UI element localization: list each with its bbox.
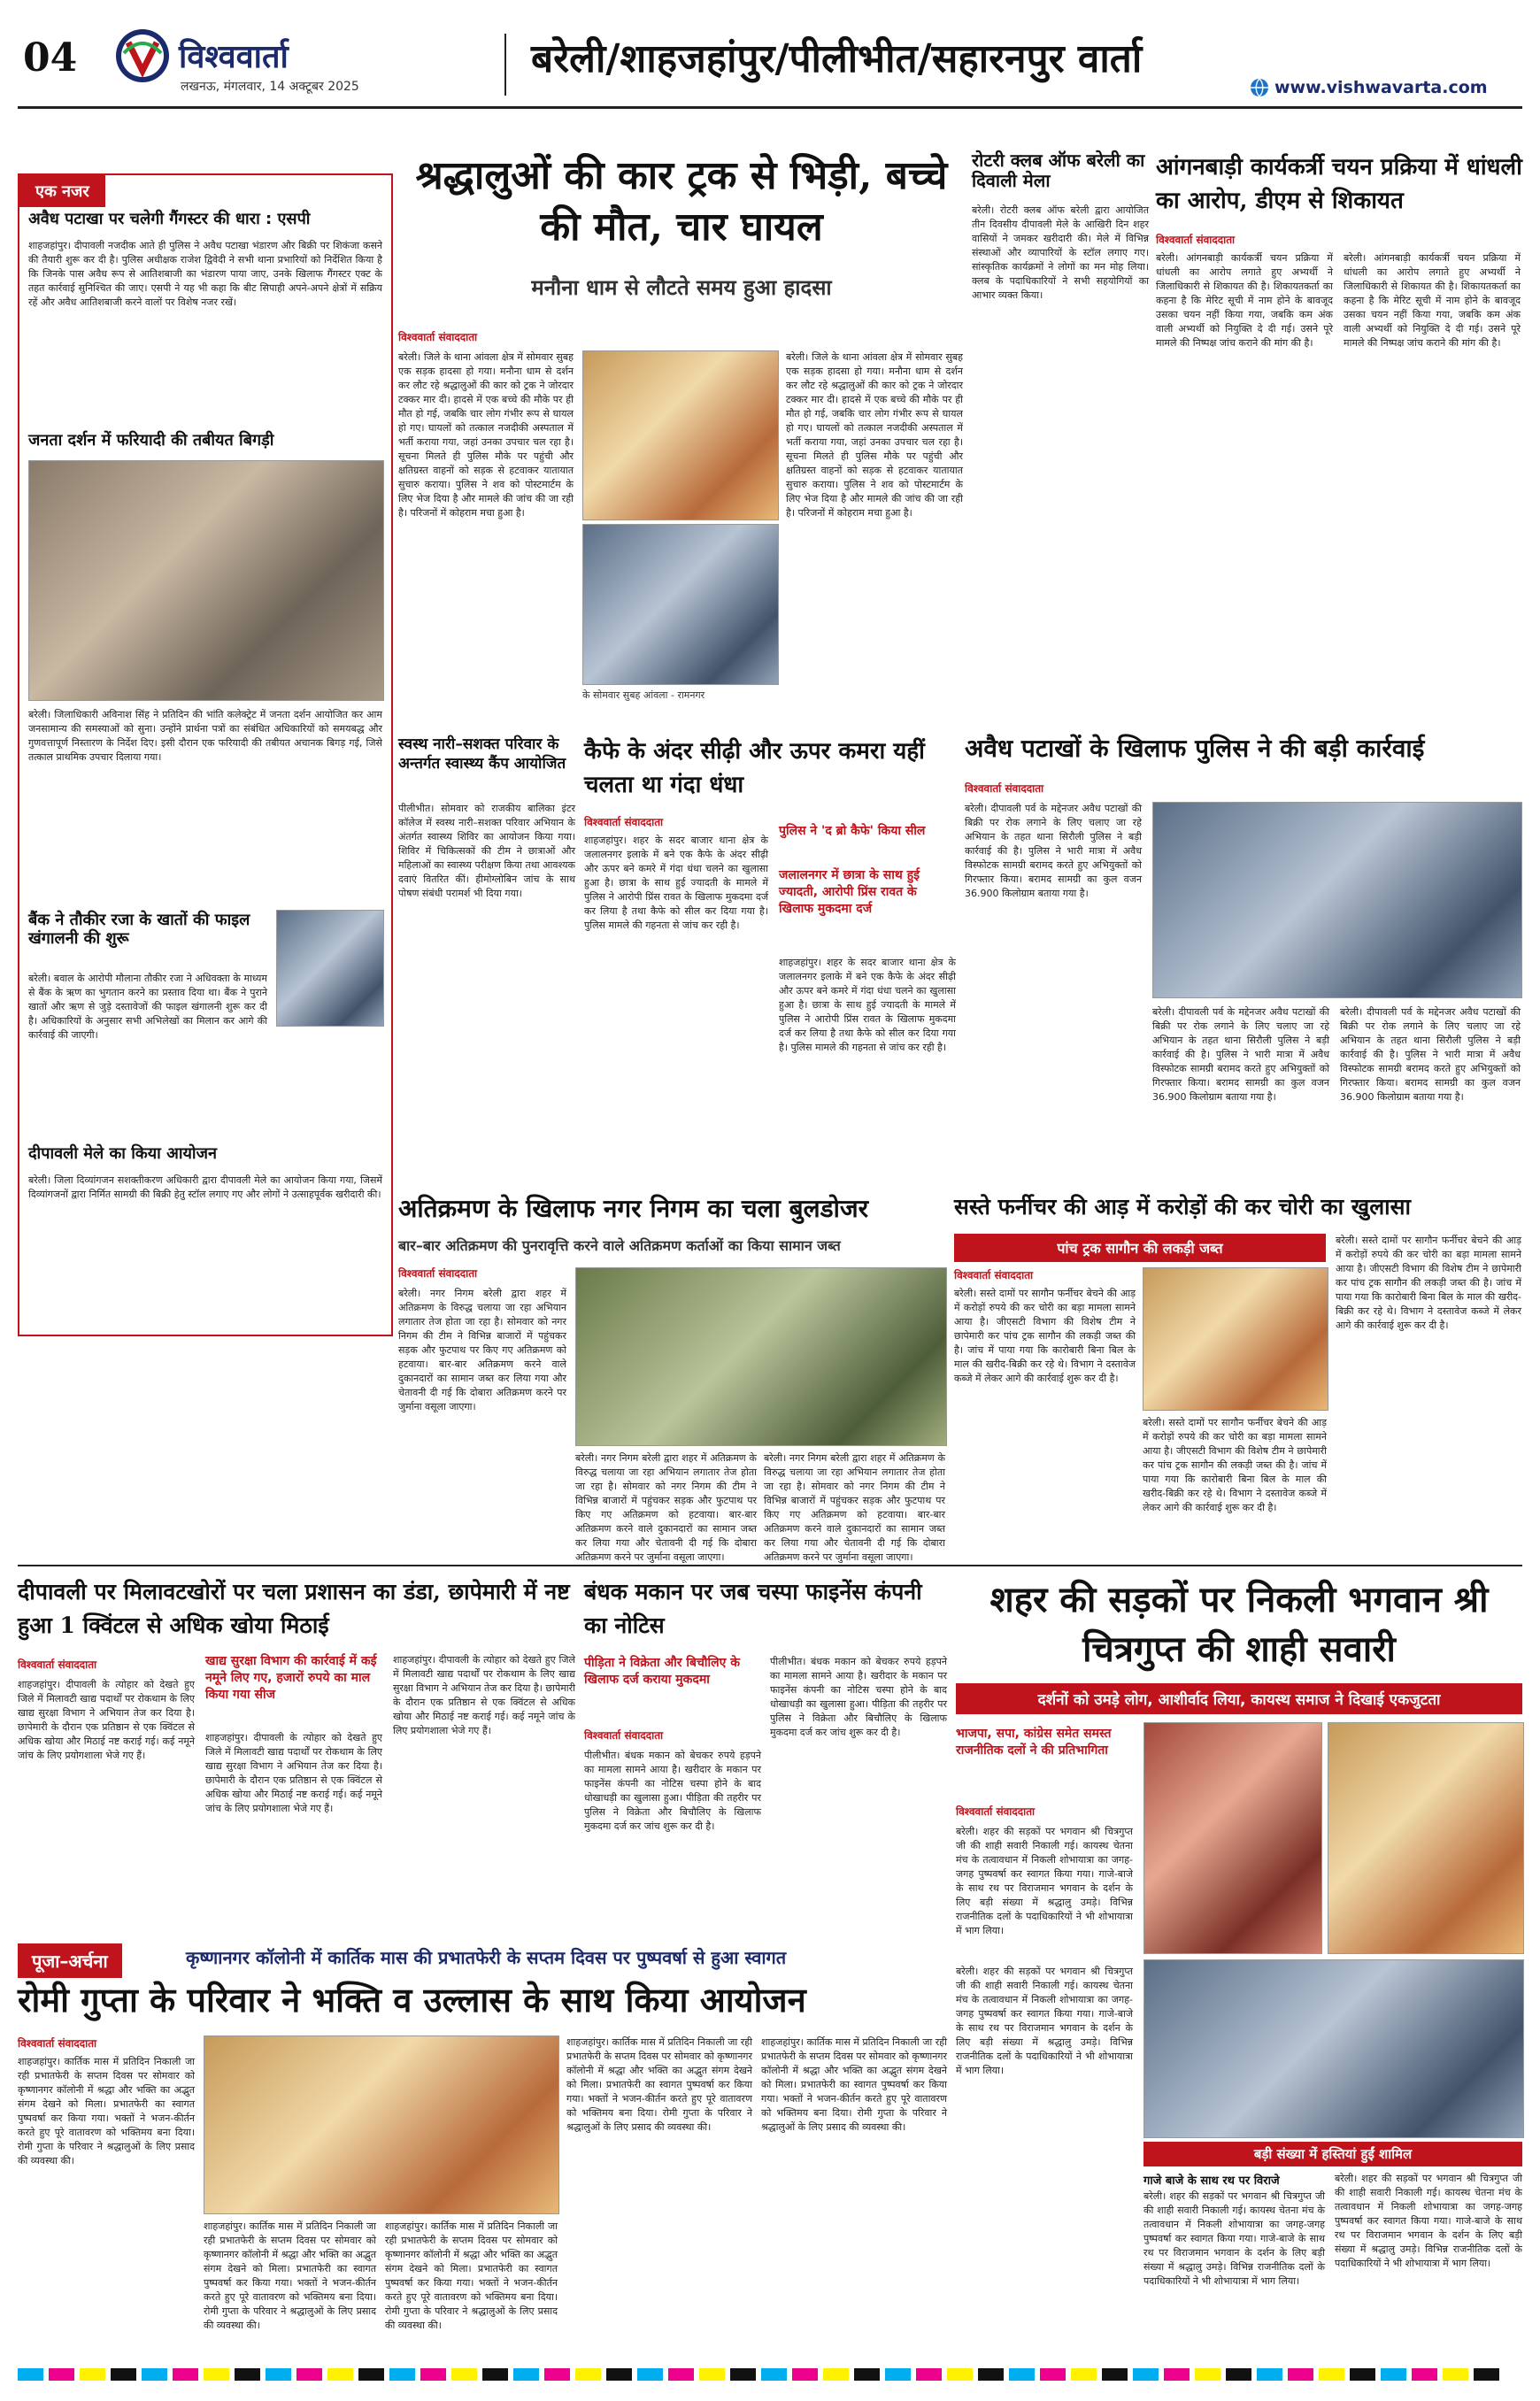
registration-swatch: [1040, 2368, 1066, 2381]
cafe-story: [584, 735, 956, 1186]
puja-photo: [204, 2035, 559, 2214]
registration-swatch: [916, 2368, 942, 2381]
chitragupt-headline: शहर की सड़कों पर निकली भगवान श्री चित्रगुप्त की शाही सवारी: [989, 1579, 1489, 1670]
registration-swatch: [111, 2368, 136, 2381]
registration-swatch: [885, 2368, 911, 2381]
registration-swatch: [1288, 2368, 1313, 2381]
health-camp-story: [398, 735, 575, 1186]
fireworks-raid-headline: अवैध पटाखों के खिलाफ पुलिस ने की बड़ी कार्रवाई: [965, 734, 1425, 763]
registration-swatch: [947, 2368, 973, 2381]
chitragupt-subhead: दर्शनों को उमड़े लोग, आशीर्वाद लिया, कायस्थ समाज ने दिखाई एकजुटता: [956, 1683, 1522, 1714]
rotary-body: बरेली। रोटरी क्लब ऑफ बरेली द्वारा आयोजित तीन दिवसीय दीपावली मेले के आखिरी दिन शहर वासियों ने जमकर खरीदारी की। मेले में विभिन्न संस्थाओं और व्यापारियों के स्टॉल लगाए गए। सांस्कृतिक कार्यक्रमों ने लोगों का मन मोह लिया। क्लब के पदाधिकारियों ने सभी सहयोगियों का आभार व्यक्त किया।: [972, 204, 1149, 301]
ek-nazar-body-4: बरेली। जिला दिव्यांगजन सशक्तीकरण अधिकारी द्वारा दीपावली मेले का आयोजन किया गया, जिसमें दिव्यांगजनों द्वारा निर्मित सामग्री की बिक्री हेतु स्टॉल लगाए गए और लोगों ने उत्साहपूर्वक खरीदारी की।: [28, 1174, 382, 1200]
chitragupt-subhead-1: गाजे बाजे के साथ रथ पर विराजे: [1143, 2174, 1280, 2188]
rotary-headline: रोटरी क्लब ऑफ बरेली का दिवाली मेला: [972, 150, 1145, 191]
jan-darshan-photo: [28, 460, 384, 701]
puja-body-col1: शाहजहांपुर। कार्तिक मास में प्रतिदिन निकाली जा रही प्रभातफेरी के सप्तम दिवस पर सोमवार को कृष्णानगर कॉलोनी में श्रद्धा और भक्ति का अद्भुत संगम देखने को मिला। प्रभातफेरी का स्वागत पुष्पवर्षा कर किया गया। भक्तों ने भजन-कीर्तन करते हुए पूरे वातावरण को भक्तिमय बना दिया। रोमी गुप्ता के परिवार ने श्रद्धालुओं के लिए प्रसाद की व्यवस्था की।: [18, 2056, 195, 2166]
registration-swatch: [544, 2368, 570, 2381]
ek-nazar-body-2: बरेली। जिलाधिकारी अविनाश सिंह ने प्रतिदिन की भांति कलेक्ट्रेट में जनता दर्शन आयोजित कर आम जनसामान्य की समस्याओं को सुना। उन्होंने प्रार्थना पत्रों का संबंधित अधिकारियों को समयबद्ध और गुणवत्तापूर्ण निस्तारण के निर्देश दिए। इसी दौरान एक फरियादी की तबीयत अचानक बिगड़ गई, जिसे तत्काल प्राथमिक उपचार दिलाया गया।: [28, 709, 382, 763]
fireworks-raid-body-col3: बरेली। दीपावली पर्व के मद्देनजर अवैध पटाखों की बिक्री पर रोक लगाने के लिए चलाए जा रहे अभियान के तहत थाना सिरौली पुलिस ने बड़ी कार्रवाई की है। पुलिस ने भारी मात्रा में अवैध विस्फोटक सामग्री बरामद करते हुए अभियुक्तों को गिरफ्तार किया। बरामद सामग्री का कुल वजन 36.900 किलोग्राम बताया गया है।: [1340, 1006, 1521, 1103]
furniture-body-col1: बरेली। सस्ते दामों पर सागौन फर्नीचर बेचने की आड़ में करोड़ों रुपये की कर चोरी का बड़ा मामला सामने आया है। जीएसटी विभाग की विशेष टीम ने छापेमारी कर पांच ट्रक सागौन की लकड़ी जब्त की है। जांच में पाया गया कि कारोबारी बिना बिल के माल की खरीद-बिक्री कर रहे थे। विभाग ने दस्तावेज कब्जे में लेकर आगे की कार्रवाई शुरू कर दी है।: [954, 1288, 1136, 1384]
registration-swatch: [1443, 2368, 1468, 2381]
bulldozer-subhead: बार–बार अतिक्रमण की पुनरावृत्ति करने वाले अतिक्रमण कर्ताओं का किया सामान जब्त: [398, 1237, 841, 1254]
lead-photo-injured: [582, 524, 779, 685]
chitragupt-bullet: भाजपा, सपा, कांग्रेस समेत समस्त राजनीतिक दलों ने की प्रतिभागिता: [956, 1727, 1112, 1758]
registration-swatch: [142, 2368, 167, 2381]
mithai-body-col3: शाहजहांपुर। दीपावली के त्योहार को देखते हुए जिले में मिलावटी खाद्य पदार्थों पर रोकथाम के लिए खाद्य सुरक्षा विभाग ने अभियान तेज कर दिया है। छापेमारी के दौरान एक प्रतिष्ठान से एक क्विंटल से अधिक खोया और मिठाई नष्ट कराई गई। कई नमूने जांच के लिए प्रयोगशाला भेजे गए हैं।: [393, 1654, 575, 1736]
mithai-byline: विश्ववार्ता संवाददाता: [18, 1658, 97, 1671]
mithai-headline: दीपावली पर मिलावटखोरों पर चला प्रशासन का डंडा, छापेमारी में नष्ट हुआ 1 क्विंटल से अधिक खोया मिठाई: [18, 1579, 570, 1638]
furniture-story: [954, 1195, 1522, 1558]
registration-swatch: [451, 2368, 477, 2381]
registration-swatch: [296, 2368, 322, 2381]
bulldozer-byline: विश्ववार्ता संवाददाता: [398, 1267, 478, 1280]
dateline: लखनऊ, मंगलवार, 14 अक्टूबर 2025: [181, 80, 359, 94]
ek-nazar-label: एक नजर: [19, 175, 105, 207]
registration-swatch: [1381, 2368, 1406, 2381]
mithai-story: [18, 1575, 575, 1938]
ek-nazar-headline-4: दीपावली मेले का किया आयोजन: [28, 1144, 217, 1163]
bulldozer-photo: [575, 1267, 947, 1446]
registration-swatch: [668, 2368, 694, 2381]
mid-rule: [18, 1565, 1522, 1566]
registration-swatch: [482, 2368, 508, 2381]
ek-nazar-headline-2: जनता दर्शन में फरियादी की तबीयत बिगड़ी: [28, 431, 274, 450]
registration-swatch: [1412, 2368, 1437, 2381]
registration-swatch: [575, 2368, 601, 2381]
registration-swatch: [173, 2368, 198, 2381]
fireworks-raid-story: [965, 735, 1522, 1186]
brand-name: विश्ववार्ता: [179, 38, 289, 75]
registration-swatch: [854, 2368, 880, 2381]
registration-swatch: [1319, 2368, 1344, 2381]
bulldozer-headline: अतिक्रमण के खिलाफ नगर निगम का चला बुलडोजर: [398, 1194, 869, 1223]
fireworks-raid-byline: विश्ववार्ता संवाददाता: [965, 782, 1044, 795]
section-title: बरेली/शाहजहांपुर/पीलीभीत/सहारनपुर वार्ता: [531, 36, 1143, 81]
puja-headline: रोमी गुप्ता के परिवार ने भक्ति व उल्लास के साथ किया आयोजन: [18, 1980, 806, 2020]
fireworks-raid-photo: [1152, 802, 1522, 998]
puja-body-col5: शाहजहांपुर। कार्तिक मास में प्रतिदिन निकाली जा रही प्रभातफेरी के सप्तम दिवस पर सोमवार को कृष्णानगर कॉलोनी में श्रद्धा और भक्ति का अद्भुत संगम देखने को मिला। प्रभातफेरी का स्वागत पुष्पवर्षा कर किया गया। भक्तों ने भजन-कीर्तन करते हुए पूरे वातावरण को भक्तिमय बना दिया। रोमी गुप्ता के परिवार ने श्रद्धालुओं के लिए प्रसाद की व्यवस्था की।: [761, 2036, 947, 2133]
puja-top-line: कृष्णानगर कॉलोनी में कार्तिक मास की प्रभातफेरी के सप्तम दिवस पर पुष्पवर्षा से हुआ स्वागत: [186, 1947, 787, 1968]
furniture-headline: सस्ते फर्नीचर की आड़ में करोड़ों की कर चोरी का खुलासा: [954, 1194, 1412, 1220]
bulldozer-body-col1: बरेली। नगर निगम बरेली द्वारा शहर में अतिक्रमण के विरुद्ध चलाया जा रहा अभियान लगातार तेज होता जा रहा है। सोमवार को नगर निगम की टीम ने विभिन्न बाजारों में पहुंचकर सड़क और फुटपाथ पर किए गए अतिक्रमण को हटवाया। बार-बार अतिक्रमण करने वाले दुकानदारों का सामान जब्त कर लिया गया और चेतावनी दी गई कि दोबारा अतिक्रमण करने पर जुर्माना वसूला जाएगा।: [398, 1288, 566, 1412]
registration-swatch: [1474, 2368, 1499, 2381]
registration-swatch: [1226, 2368, 1251, 2381]
registration-bar: [18, 2368, 1522, 2384]
registration-swatch: [49, 2368, 74, 2381]
website-link[interactable]: www.vishwavarta.com: [1274, 78, 1488, 97]
bulldozer-body-col2: बरेली। नगर निगम बरेली द्वारा शहर में अतिक्रमण के विरुद्ध चलाया जा रहा अभियान लगातार तेज होता जा रहा है। सोमवार को नगर निगम की टीम ने विभिन्न बाजारों में पहुंचकर सड़क और फुटपाथ पर किए गए अतिक्रमण को हटवाया। बार-बार अतिक्रमण करने वाले दुकानदारों का सामान जब्त कर लिया गया और चेतावनी दी गई कि दोबारा अतिक्रमण करने पर जुर्माना वसूला जाएगा।: [575, 1452, 757, 1563]
registration-swatch: [1133, 2368, 1159, 2381]
registration-swatch: [18, 2368, 43, 2381]
registration-swatch: [730, 2368, 756, 2381]
ek-nazar-box: [18, 173, 393, 1336]
bandhak-bullet: पीड़िता ने विक्रेता और बिचौलिए के खिलाफ दर्ज कराया मुकदमा: [584, 1656, 741, 1687]
ek-nazar-headline-1: अवैध पटाखा पर चलेगी गैंगस्टर की धारा : एसपी: [28, 210, 311, 228]
puja-kicker: पूजा–अर्चना: [18, 1943, 122, 1978]
registration-swatch: [792, 2368, 818, 2381]
anganwadi-story: [1156, 150, 1522, 726]
bandhak-body-col1: पीलीभीत। बंधक मकान को बेचकर रुपये हड़पने का मामला सामने आया है। खरीदार के मकान पर फाइनेंस कंपनी का नोटिस चस्पा होने के बाद धोखाधड़ी का खुलासा हुआ। पीड़िता की तहरीर पर पुलिस ने विक्रेता और बिचौलिए के खिलाफ मुकदमा दर्ज कर जांच शुरू कर दी है।: [584, 1750, 761, 1832]
registration-swatch: [1102, 2368, 1128, 2381]
registration-swatch: [699, 2368, 725, 2381]
registration-swatch: [513, 2368, 539, 2381]
registration-swatch: [637, 2368, 663, 2381]
anganwadi-body-col1: बरेली। आंगनबाड़ी कार्यकर्त्री चयन प्रक्रिया में धांधली का आरोप लगाते हुए अभ्यर्थी ने जिलाधिकारी से शिकायत की है। शिकायतकर्ता का कहना है कि मेरिट सूची में नाम होने के बावजूद उसका चयन नहीं किया गया, जबकि कम अंक वाली अभ्यर्थी को नियुक्ति दे दी गई। उसने पूरे मामले की निष्पक्ष जांच कराने की मांग की है।: [1156, 252, 1333, 349]
anganwadi-body-col2: बरेली। आंगनबाड़ी कार्यकर्त्री चयन प्रक्रिया में धांधली का आरोप लगाते हुए अभ्यर्थी ने जिलाधिकारी से शिकायत की है। शिकायतकर्ता का कहना है कि मेरिट सूची में नाम होने के बावजूद उसका चयन नहीं किया गया, जबकि कम अंक वाली अभ्यर्थी को नियुक्ति दे दी गई। उसने पूरे मामले की निष्पक्ष जांच कराने की मांग की है।: [1344, 252, 1521, 349]
puja-byline: विश्ववार्ता संवाददाता: [18, 2037, 97, 2050]
registration-swatch: [761, 2368, 787, 2381]
registration-swatch: [1257, 2368, 1282, 2381]
lead-byline: विश्ववार्ता संवाददाता: [398, 331, 478, 343]
chitragupt-photo-crowd: [1328, 1722, 1524, 1954]
health-camp-headline: स्वस्थ नारी–सशक्त परिवार के अन्तर्गत स्वास्थ्य कैंप आयोजित: [398, 735, 566, 773]
cafe-bullet-1: पुलिस ने 'द ब्रो कैफे' किया सील: [779, 824, 926, 838]
lead-story: [398, 124, 965, 726]
registration-swatch: [358, 2368, 384, 2381]
ek-nazar-body-3: बरेली। बवाल के आरोपी मौलाना तौकीर रजा ने अधिवक्ता के माध्यम से बैंक के ऋण का भुगतान करने का प्रस्ताव दिया था। बैंक ने पुराने खातों और ऋण से जुड़े दस्तावेजों की फाइल खंगालनी शुरू कर दी है। अधिकारियों के अनुसार सभी अभिलेखों का मिलान कर आगे की कार्रवाई की जाएगी।: [28, 973, 267, 1041]
puja-body-col3: शाहजहांपुर। कार्तिक मास में प्रतिदिन निकाली जा रही प्रभातफेरी के सप्तम दिवस पर सोमवार को कृष्णानगर कॉलोनी में श्रद्धा और भक्ति का अद्भुत संगम देखने को मिला। प्रभातफेरी का स्वागत पुष्पवर्षा कर किया गया। भक्तों ने भजन-कीर्तन करते हुए पूरे वातावरण को भक्तिमय बना दिया। रोमी गुप्ता के परिवार ने श्रद्धालुओं के लिए प्रसाद की व्यवस्था की।: [385, 2220, 558, 2331]
bulldozer-body-col3: बरेली। नगर निगम बरेली द्वारा शहर में अतिक्रमण के विरुद्ध चलाया जा रहा अभियान लगातार तेज होता जा रहा है। सोमवार को नगर निगम की टीम ने विभिन्न बाजारों में पहुंचकर सड़क और फुटपाथ पर किए गए अतिक्रमण को हटवाया। बार-बार अतिक्रमण करने वाले दुकानदारों का सामान जब्त कर लिया गया और चेतावनी दी गई कि दोबारा अतिक्रमण करने पर जुर्माना वसूला जाएगा।: [764, 1452, 945, 1563]
lead-photo-child: [582, 350, 779, 520]
cafe-bullet-2: जलालनगर में छात्रा के साथ हुई ज्यादती, आरोपी प्रिंस रावत के खिलाफ मुकदमा दर्ज: [779, 868, 920, 916]
masthead-divider: [504, 34, 506, 96]
registration-swatch: [327, 2368, 353, 2381]
chitragupt-body-col1a: बरेली। शहर की सड़कों पर भगवान श्री चित्रगुप्त जी की शाही सवारी निकाली गई। कायस्थ चेतना मंच के तत्वावधान में निकली शोभायात्रा का जगह-जगह पुष्पवर्षा कर स्वागत किया गया। गाजे-बाजे के साथ रथ पर विराजमान भगवान के दर्शन के लिए बड़ी संख्या में श्रद्धालु उमड़े। विभिन्न राजनीतिक दलों के पदाधिकारियों ने भी शोभायात्रा में भाग लिया।: [956, 1826, 1133, 1936]
chitragupt-body-col3: बरेली। शहर की सड़कों पर भगवान श्री चित्रगुप्त जी की शाही सवारी निकाली गई। कायस्थ चेतना मंच के तत्वावधान में निकली शोभायात्रा का जगह-जगह पुष्पवर्षा कर स्वागत किया गया। गाजे-बाजे के साथ रथ पर विराजमान भगवान के दर्शन के लिए बड़ी संख्या में श्रद्धालु उमड़े। विभिन्न राजनीतिक दलों के पदाधिकारियों ने भी शोभायात्रा में भाग लिया।: [1335, 2173, 1522, 2269]
furniture-body-col3: बरेली। सस्ते दामों पर सागौन फर्नीचर बेचने की आड़ में करोड़ों रुपये की कर चोरी का बड़ा मामला सामने आया है। जीएसटी विभाग की विशेष टीम ने छापेमारी कर पांच ट्रक सागौन की लकड़ी जब्त की है। जांच में पाया गया कि कारोबारी बिना बिल के माल की खरीद-बिक्री कर रहे थे। विभाग ने दस्तावेज कब्जे में लेकर आगे की कार्रवाई शुरू कर दी है।: [1336, 1235, 1521, 1331]
bandhak-headline: बंधक मकान पर जब चस्पा फाइनेंस कंपनी का नोटिस: [584, 1579, 922, 1638]
lead-subhead: मनौना धाम से लौटते समय हुआ हादसा: [531, 275, 832, 300]
bulldozer-story: [398, 1194, 947, 1563]
rotary-story: [972, 150, 1149, 726]
mithai-bullet: खाद्य सुरक्षा विभाग की कार्रवाई में कई नमूने लिए गए, हजारों रुपये का माल किया गया सीज: [205, 1654, 377, 1702]
registration-swatch: [1350, 2368, 1375, 2381]
lead-headline: श्रद्धालुओं की कार ट्रक से भिड़ी, बच्चे की मौत, चार घायल: [415, 153, 948, 250]
cafe-body-col1: शाहजहांपुर। शहर के सदर बाजार थाना क्षेत्र के जलालनगर इलाके में बने एक कैफे के अंदर सीढ़ी और ऊपर बने कमरे में गंदा धंधा चलने का खुलासा हुआ है। छात्रा के साथ हुई ज्यादती के मामले में पुलिस ने आरोपी प्रिंस रावत के खिलाफ मुकदमा दर्ज कर लिया है तथा कैफे को सील कर दिया गया है। पुलिस मामले की गहनता से जांच कर रही है।: [584, 835, 768, 931]
registration-swatch: [235, 2368, 260, 2381]
bandhak-story: [584, 1575, 947, 1938]
ek-nazar-body-1: शाहजहांपुर। दीपावली नजदीक आते ही पुलिस ने अवैध पटाखा भंडारण और बिक्री पर शिकंजा कसने की तैयारी शुरू कर दी है। पुलिस अधीक्षक राजेश द्विवेदी ने सभी थाना प्रभारियों को निर्देशित किया है कि जिनके पास अवैध रूप से आतिशबाजी का भंडारण पाया जाए, उनके खिलाफ गैंगस्टर एक्ट के तहत कार्रवाई सुनिश्चित की जाए। एसपी ने यह भी कहा कि बीट सिपाही अपने-अपने क्षेत्रों में सक्रिय रहें और अवैध आतिशबाजी करने वालों पर विशेष नजर रखें।: [28, 240, 382, 308]
furniture-body-col2: बरेली। सस्ते दामों पर सागौन फर्नीचर बेचने की आड़ में करोड़ों रुपये की कर चोरी का बड़ा मामला सामने आया है। जीएसटी विभाग की विशेष टीम ने छापेमारी कर पांच ट्रक सागौन की लकड़ी जब्त की है। जांच में पाया गया कि कारोबारी बिना बिल के माल की खरीद-बिक्री कर रहे थे। विभाग ने दस्तावेज कब्जे में लेकर आगे की कार्रवाई शुरू कर दी है।: [1143, 1417, 1327, 1513]
lead-body-col2: बरेली। जिले के थाना आंवला क्षेत्र में सोमवार सुबह एक सड़क हादसा हो गया। मनौना धाम से दर्शन कर लौट रहे श्रद्धालुओं की कार को ट्रक ने जोरदार टक्कर मार दी। हादसे में एक बच्चे की मौके पर ही मौत हो गई, जबकि चार लोग गंभीर रूप से घायल हो गए। घायलों को तत्काल नजदीकी अस्पताल में भर्ती कराया गया, जहां उनका उपचार चल रहा है। सूचना मिलते ही पुलिस मौके पर पहुंची और क्षतिग्रस्त वाहनों को सड़क से हटवाकर यातायात सुचारु कराया। पुलिस ने शव को पोस्टमार्टम के लिए भेज दिया है और मामले की जांच की जा रही है। परिजनों में कोहराम मचा हुआ है।: [786, 351, 963, 519]
puja-body-col2: शाहजहांपुर। कार्तिक मास में प्रतिदिन निकाली जा रही प्रभातफेरी के सप्तम दिवस पर सोमवार को कृष्णानगर कॉलोनी में श्रद्धा और भक्ति का अद्भुत संगम देखने को मिला। प्रभातफेरी का स्वागत पुष्पवर्षा कर किया गया। भक्तों ने भजन-कीर्तन करते हुए पूरे वातावरण को भक्तिमय बना दिया। रोमी गुप्ता के परिवार ने श्रद्धालुओं के लिए प्रसाद की व्यवस्था की।: [204, 2220, 376, 2331]
fireworks-raid-body-col1: बरेली। दीपावली पर्व के मद्देनजर अवैध पटाखों की बिक्री पर रोक लगाने के लिए चलाए जा रहे अभियान के तहत थाना सिरौली पुलिस ने बड़ी कार्रवाई की है। पुलिस ने भारी मात्रा में अवैध विस्फोटक सामग्री बरामद करते हुए अभियुक्तों को गिरफ्तार किया। बरामद सामग्री का कुल वजन 36.900 किलोग्राम बताया गया है।: [965, 803, 1142, 899]
ek-nazar-headline-3: बैंक ने तौकीर रजा के खातों की फाइल खंगालनी की शुरू: [28, 911, 250, 948]
masthead: [0, 0, 1540, 108]
registration-swatch: [420, 2368, 446, 2381]
puja-story: [18, 1943, 947, 2354]
tauqeer-photo: [276, 910, 384, 1027]
brand-logo-icon: [113, 27, 172, 85]
cafe-headline: कैफे के अंदर सीढ़ी और ऊपर कमरा यहीं चलता था गंदा धंधा: [584, 738, 925, 798]
registration-swatch: [266, 2368, 291, 2381]
fireworks-raid-body-col2: बरेली। दीपावली पर्व के मद्देनजर अवैध पटाखों की बिक्री पर रोक लगाने के लिए चलाए जा रहे अभियान के तहत थाना सिरौली पुलिस ने बड़ी कार्रवाई की है। पुलिस ने भारी मात्रा में अवैध विस्फोटक सामग्री बरामद करते हुए अभियुक्तों को गिरफ्तार किया। बरामद सामग्री का कुल वजन 36.900 किलोग्राम बताया गया है।: [1152, 1006, 1329, 1103]
registration-swatch: [204, 2368, 229, 2381]
anganwadi-byline: विश्ववार्ता संवाददाता: [1156, 234, 1236, 246]
furniture-photo: [1143, 1267, 1328, 1411]
cafe-body-col2: शाहजहांपुर। शहर के सदर बाजार थाना क्षेत्र के जलालनगर इलाके में बने एक कैफे के अंदर सीढ़ी और ऊपर बने कमरे में गंदा धंधा चलने का खुलासा हुआ है। छात्रा के साथ हुई ज्यादती के मामले में पुलिस ने आरोपी प्रिंस रावत के खिलाफ मुकदमा दर्ज कर लिया है तथा कैफे को सील कर दिया गया है। पुलिस मामले की गहनता से जांच कर रही है।: [779, 957, 956, 1053]
furniture-byline: विश्ववार्ता संवाददाता: [954, 1269, 1034, 1281]
furniture-kicker: पांच ट्रक सागौन की लकड़ी जब्त: [954, 1234, 1326, 1262]
registration-swatch: [606, 2368, 632, 2381]
registration-swatch: [978, 2368, 1004, 2381]
page-number: 04: [23, 35, 78, 81]
mithai-body-col1: शाहजहांपुर। दीपावली के त्योहार को देखते हुए जिले में मिलावटी खाद्य पदार्थों पर रोकथाम के लिए खाद्य सुरक्षा विभाग ने अभियान तेज कर दिया है। छापेमारी के दौरान एक प्रतिष्ठान से एक क्विंटल से अधिक खोया और मिठाई नष्ट कराई गई। कई नमूने जांच के लिए प्रयोगशाला भेजे गए हैं।: [18, 1679, 195, 1761]
registration-swatch: [1195, 2368, 1220, 2381]
registration-swatch: [80, 2368, 105, 2381]
anganwadi-headline: आंगनबाड़ी कार्यकर्त्री चयन प्रक्रिया में धांधली का आरोप, डीएम से शिकायत: [1156, 154, 1522, 214]
bandhak-byline: विश्ववार्ता संवाददाता: [584, 1729, 664, 1742]
mithai-body-col2: शाहजहांपुर। दीपावली के त्योहार को देखते हुए जिले में मिलावटी खाद्य पदार्थों पर रोकथाम के लिए खाद्य सुरक्षा विभाग ने अभियान तेज कर दिया है। छापेमारी के दौरान एक प्रतिष्ठान से एक क्विंटल से अधिक खोया और मिठाई नष्ट कराई गई। कई नमूने जांच के लिए प्रयोगशाला भेजे गए हैं।: [205, 1732, 382, 1814]
chitragupt-photo-caption: बड़ी संख्या में हस्तियां हुईं शामिल: [1143, 2142, 1522, 2166]
registration-swatch: [1071, 2368, 1097, 2381]
health-camp-body: पीलीभीत। सोमवार को राजकीय बालिका इंटर कॉलेज में स्वस्थ नारी–सशक्त परिवार अभियान के अंतर्गत स्वास्थ्य शिविर का आयोजन किया गया। शिविर में चिकित्सकों की टीम ने छात्राओं और महिलाओं का स्वास्थ्य परीक्षण किया तथा आवश्यक दवाएं वितरित कीं। हीमोग्लोबिन जांच के साथ पोषण संबंधी परामर्श भी दिया गया।: [398, 803, 575, 899]
registration-swatch: [1009, 2368, 1035, 2381]
registration-swatch: [823, 2368, 849, 2381]
chitragupt-photo-chariot: [1143, 1722, 1322, 1954]
chitragupt-byline: विश्ववार्ता संवाददाता: [956, 1805, 1036, 1818]
chitragupt-body-col1b: बरेली। शहर की सड़कों पर भगवान श्री चित्रगुप्त जी की शाही सवारी निकाली गई। कायस्थ चेतना मंच के तत्वावधान में निकली शोभायात्रा का जगह-जगह पुष्पवर्षा कर स्वागत किया गया। गाजे-बाजे के साथ रथ पर विराजमान भगवान के दर्शन के लिए बड़ी संख्या में श्रद्धालु उमड़े। विभिन्न राजनीतिक दलों के पदाधिकारियों ने भी शोभायात्रा में भाग लिया।: [956, 1966, 1133, 2076]
globe-icon: [1250, 78, 1269, 97]
chitragupt-story: [956, 1575, 1522, 2354]
chitragupt-photo-guests: [1143, 1959, 1524, 2138]
masthead-rule: [18, 106, 1522, 109]
chitragupt-body-col2: बरेली। शहर की सड़कों पर भगवान श्री चित्रगुप्त जी की शाही सवारी निकाली गई। कायस्थ चेतना मंच के तत्वावधान में निकली शोभायात्रा का जगह-जगह पुष्पवर्षा कर स्वागत किया गया। गाजे-बाजे के साथ रथ पर विराजमान भगवान के दर्शन के लिए बड़ी संख्या में श्रद्धालु उमड़े। विभिन्न राजनीतिक दलों के पदाधिकारियों ने भी शोभायात्रा में भाग लिया।: [1143, 2190, 1325, 2287]
puja-body-col4: शाहजहांपुर। कार्तिक मास में प्रतिदिन निकाली जा रही प्रभातफेरी के सप्तम दिवस पर सोमवार को कृष्णानगर कॉलोनी में श्रद्धा और भक्ति का अद्भुत संगम देखने को मिला। प्रभातफेरी का स्वागत पुष्पवर्षा कर किया गया। भक्तों ने भजन-कीर्तन करते हुए पूरे वातावरण को भक्तिमय बना दिया। रोमी गुप्ता के परिवार ने श्रद्धालुओं के लिए प्रसाद की व्यवस्था की।: [566, 2036, 752, 2133]
cafe-byline: विश्ववार्ता संवाददाता: [584, 816, 664, 828]
registration-swatch: [1164, 2368, 1190, 2381]
lead-photo-caption: के सोमवार सुबह आंवला - रामनगर: [582, 689, 705, 701]
bandhak-body-col2: पीलीभीत। बंधक मकान को बेचकर रुपये हड़पने का मामला सामने आया है। खरीदार के मकान पर फाइनेंस कंपनी का नोटिस चस्पा होने के बाद धोखाधड़ी का खुलासा हुआ। पीड़िता की तहरीर पर पुलिस ने विक्रेता और बिचौलिए के खिलाफ मुकदमा दर्ज कर जांच शुरू कर दी है।: [770, 1656, 947, 1738]
registration-swatch: [389, 2368, 415, 2381]
lead-body-col1: बरेली। जिले के थाना आंवला क्षेत्र में सोमवार सुबह एक सड़क हादसा हो गया। मनौना धाम से दर्शन कर लौट रहे श्रद्धालुओं की कार को ट्रक ने जोरदार टक्कर मार दी। हादसे में एक बच्चे की मौके पर ही मौत हो गई, जबकि चार लोग गंभीर रूप से घायल हो गए। घायलों को तत्काल नजदीकी अस्पताल में भर्ती कराया गया, जहां उनका उपचार चल रहा है। सूचना मिलते ही पुलिस मौके पर पहुंची और क्षतिग्रस्त वाहनों को सड़क से हटवाकर यातायात सुचारु कराया। पुलिस ने शव को पोस्टमार्टम के लिए भेज दिया है और मामले की जांच की जा रही है। परिजनों में कोहराम मचा हुआ है।: [398, 351, 574, 519]
